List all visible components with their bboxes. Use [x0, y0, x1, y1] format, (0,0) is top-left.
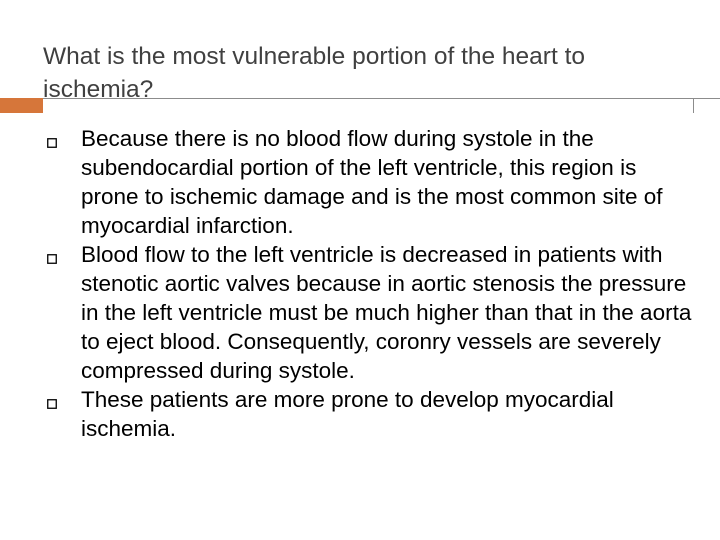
square-bullet-icon — [47, 138, 57, 148]
title-divider — [43, 98, 720, 99]
slide-title: What is the most vulnerable portion of the heart to ischemia? — [43, 43, 586, 103]
bullet-item — [0, 124, 720, 240]
title-rule-accent — [0, 98, 43, 113]
bullet-text: Because there is no blood flow during systole in the subendocardial portion of the left ventricle, this region is prone to ischemic damage and is the most common site of myocardial infarction. — [81, 126, 663, 238]
square-bullet-icon — [47, 254, 57, 264]
bullet-text: These patients are more prone to develop myocardial ischemia. — [81, 387, 614, 441]
bullet-item — [0, 385, 720, 443]
bullet-text: Blood flow to the left ventricle is decreased in patients with stenotic aortic valves because in aortic stenosis the pressure in the left ventricle must be much higher than that in the aorta to eject blood. Consequently, coronry vessels are severely compressed during systole. — [81, 242, 692, 383]
title-divider-corner — [693, 98, 720, 113]
bullet-list — [0, 124, 720, 443]
square-bullet-icon — [47, 399, 57, 409]
bullet-item — [0, 240, 720, 385]
